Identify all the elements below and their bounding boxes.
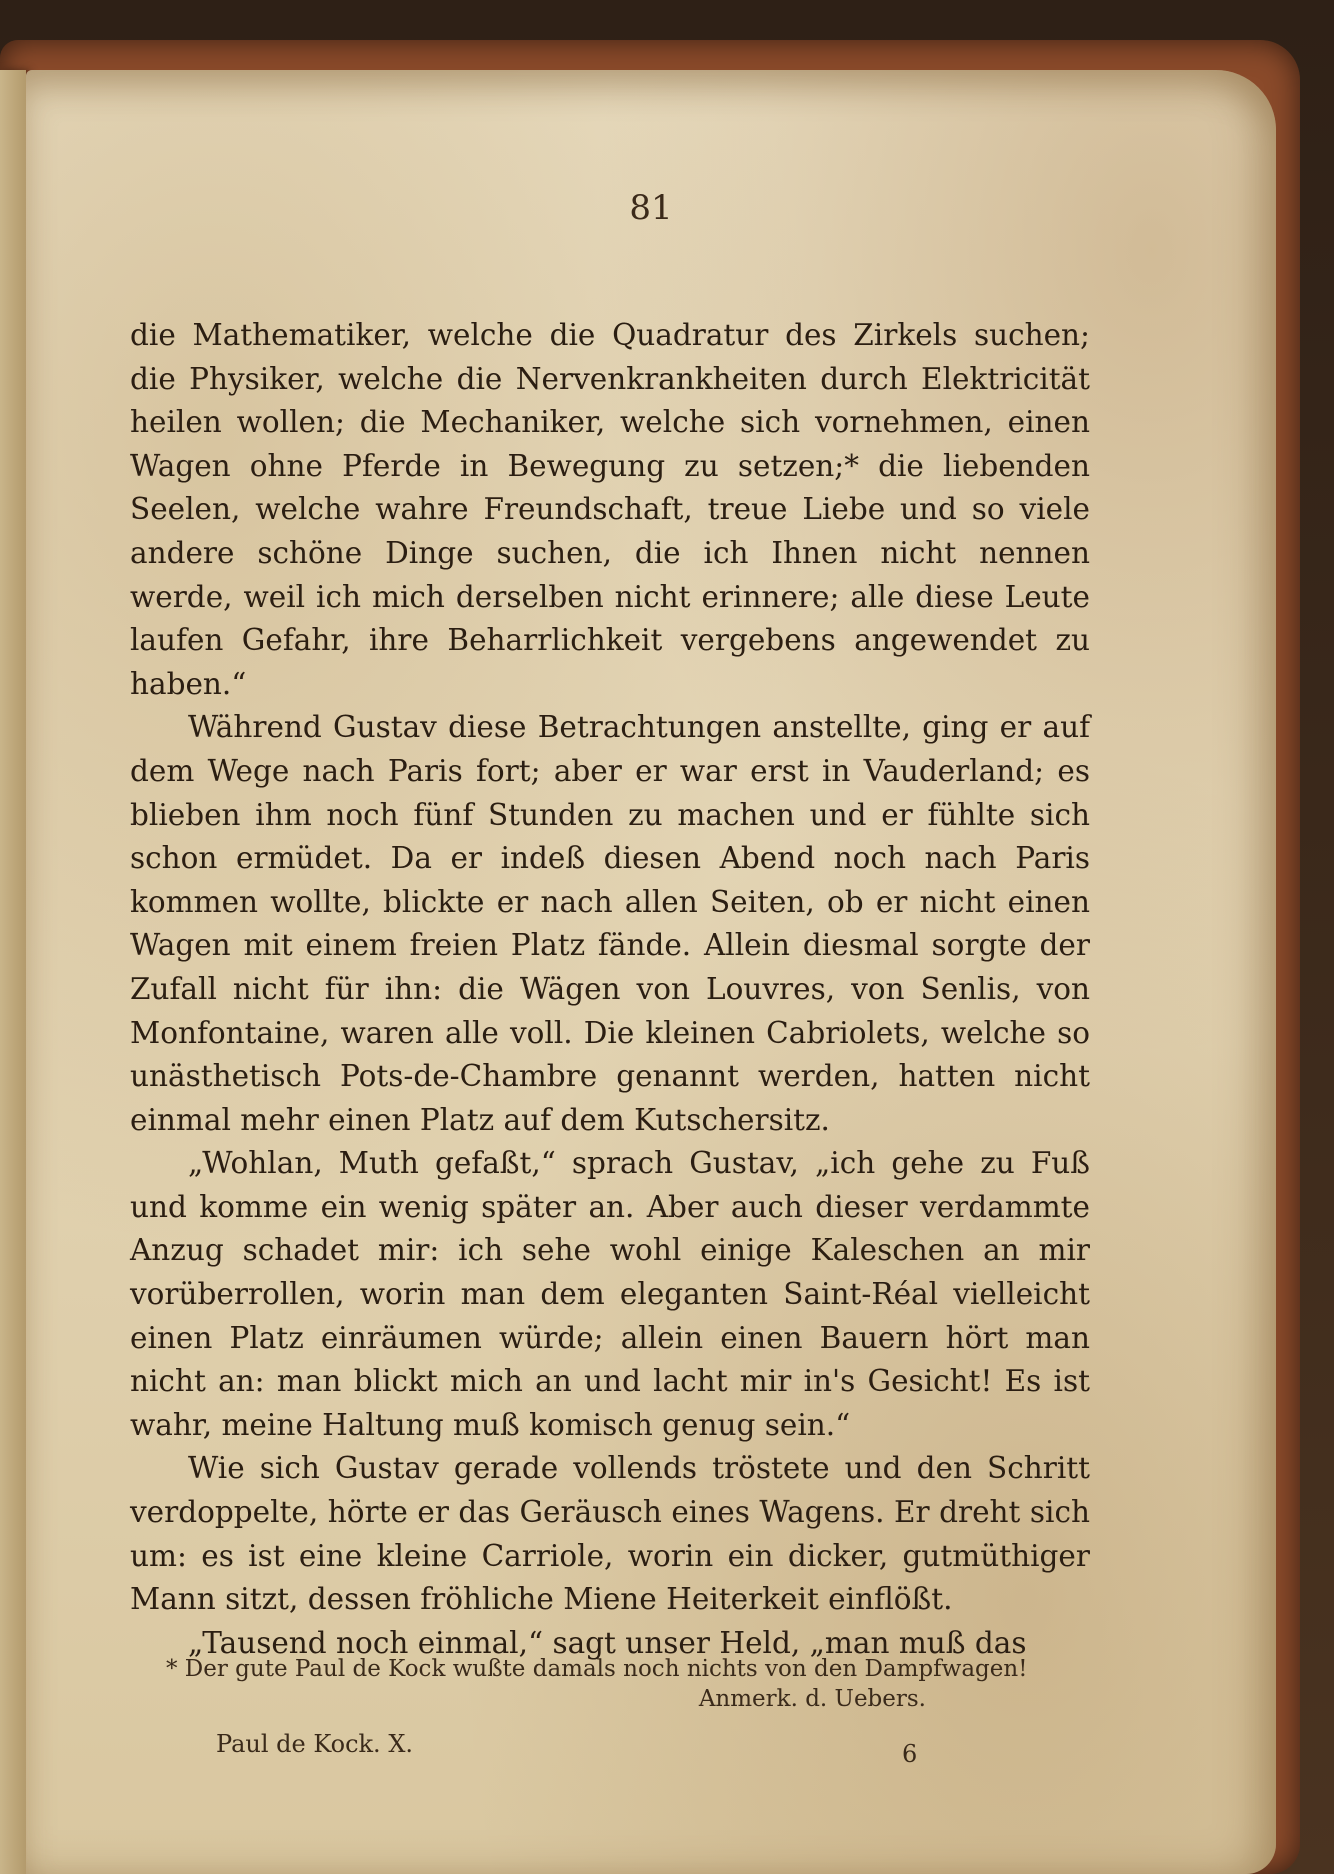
paragraph: Wie sich Gustav gerade vollends tröstete und den Schritt verdoppelte, hörte er das Geräusch eines Wagens. Er dreht sich um: es ist eine kleine Carriole, worin ein dicker, gutmüthiger Mann sitzt, dessen fröhliche Miene Heiterkeit einflößt. bbox=[130, 1451, 1090, 1617]
signature-mark: Paul de Kock. X. bbox=[216, 1730, 414, 1758]
translator-note: Anmerk. d. Uebers. bbox=[698, 1686, 926, 1712]
paragraph: Während Gustav diese Betrachtungen anstellte, ging er auf dem Wege nach Paris fort; aber er war erst in Vauderland; es blieben ihm noch fünf Stunden zu machen und er fühlte sich schon ermüdet. Da er indeß diesen Abend noch nach Paris kommen wollte, blickte er nach allen Seiten, ob er nicht einen Wagen mit einem freien Platz fände. Allein diesmal sorgte der Zufall nicht für ihn: die Wägen von Louvres, von Senlis, von Monfontaine, waren alle voll. Die kleinen Cabriolets, welche so unästhetisch Pots-de-Chambre genannt werden, hatten nicht einmal mehr einen Platz auf dem Kutschersitz. bbox=[130, 710, 1090, 1137]
footnote-text: * Der gute Paul de Kock wußte damals noch nichts von den Dampfwagen! bbox=[166, 1656, 1028, 1682]
paragraph: „Wohlan, Muth gefaßt,“ sprach Gustav, „ich gehe zu Fuß und komme ein wenig später an. Aber auch dieser verdammte Anzug schadet mir: ich sehe wohl einige Kaleschen an mir vorüberrollen, worin man dem eleganten Saint-Réal vielleicht einen Platz einräumen würde; allein einen Bauern hört man nicht an: man blickt mich an und lacht mir in's Gesicht! Es ist wahr, meine Haltung muß komisch genug sein.“ bbox=[130, 1146, 1090, 1442]
paragraph: „Tausend noch einmal,“ sagt unser Held, „man muß das bbox=[188, 1625, 1027, 1660]
paragraph: die Mathematiker, welche die Quadratur des Zirkels suchen; die Physiker, welche die Nervenkrankheiten durch Elektricität heilen wollen; die Mechaniker, welche sich vornehmen, einen Wagen ohne Pferde in Bewegung zu setzen;* die liebenden Seelen, welche wahre Freundschaft, treue Liebe und so viele andere schöne Dinge suchen, die ich Ihnen nicht nennen werde, weil ich mich derselben nicht erinnere; alle diese Leute laufen Gefahr, ihre Beharrlichkeit vergebens angewendet zu haben.“ bbox=[130, 318, 1090, 701]
left-page-edge bbox=[0, 70, 26, 1874]
footnote bbox=[136, 1654, 1086, 1714]
body-text bbox=[130, 314, 1090, 1665]
page-number: 81 bbox=[629, 188, 673, 228]
page bbox=[26, 70, 1276, 1874]
sheet-mark: 6 bbox=[902, 1740, 918, 1768]
